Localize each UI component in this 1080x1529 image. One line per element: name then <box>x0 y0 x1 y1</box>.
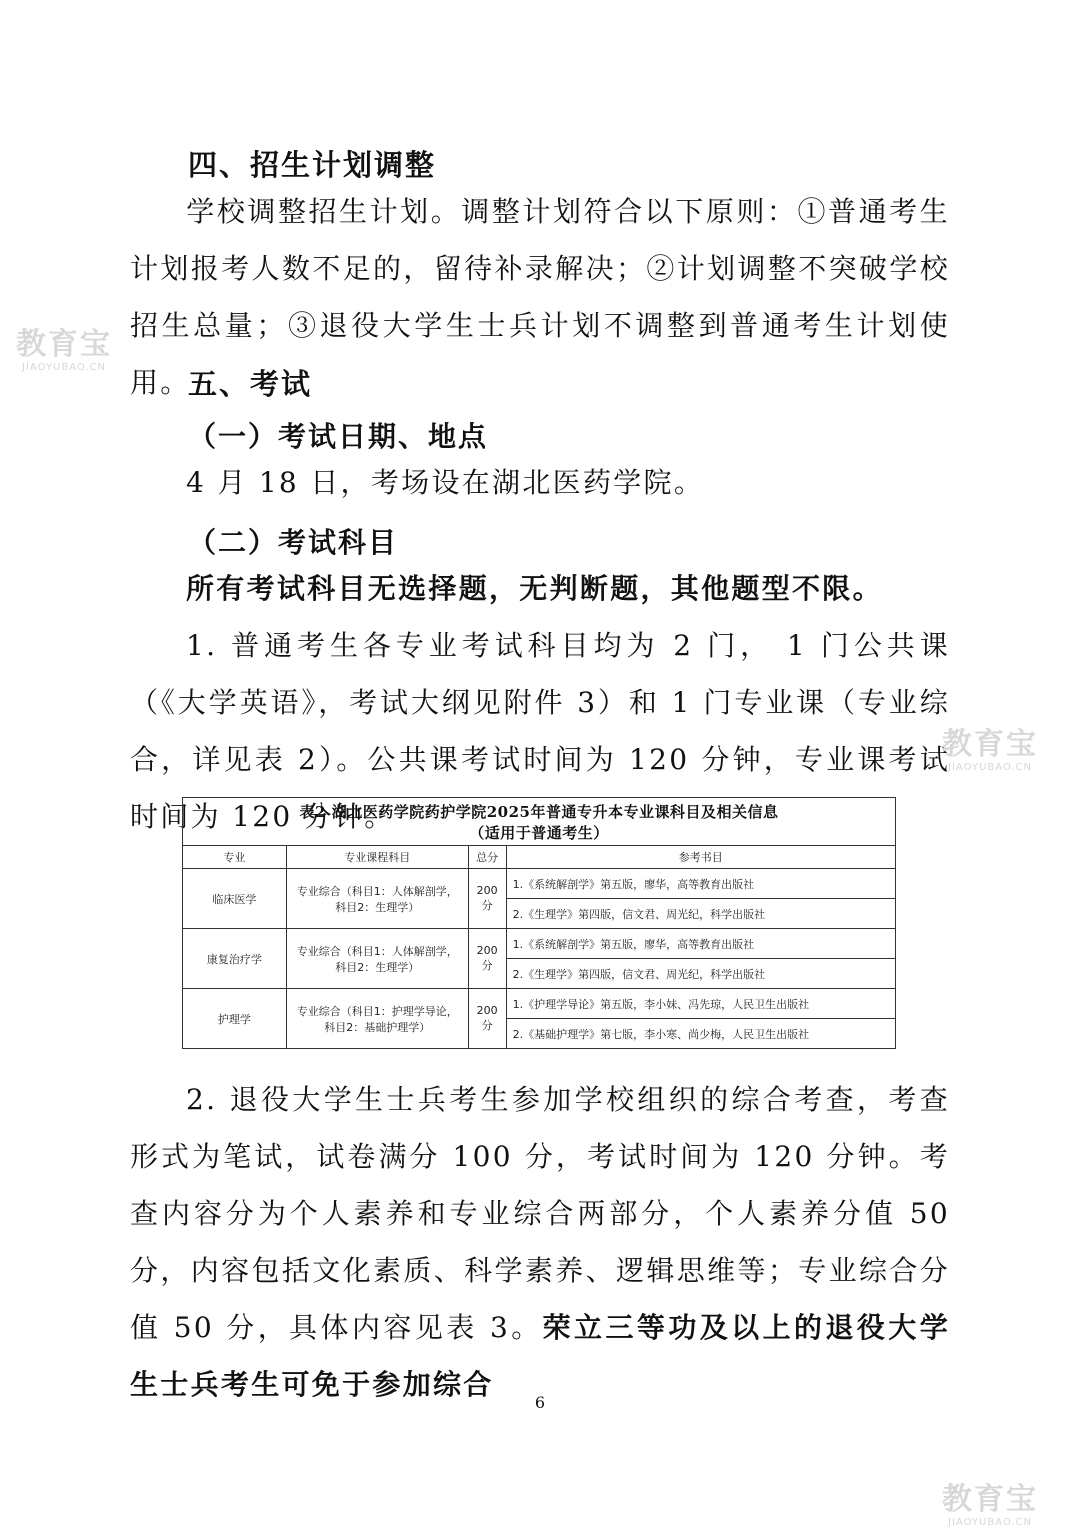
section-heading-5: 五、考试 <box>188 367 313 401</box>
table-row <box>183 869 896 899</box>
cell-score: 200分 <box>468 929 506 989</box>
cell-course-line: 科目2：生理学） <box>335 960 420 974</box>
watermark-logo <box>16 328 112 374</box>
cell-course <box>286 929 468 989</box>
paragraph-no-choice-text: 所有考试科目无选择题，无判断题，其他题型不限。 <box>186 572 883 605</box>
header-books: 参考书目 <box>506 846 895 869</box>
watermark-domain: JIAOYUBAO.CN <box>948 762 1032 773</box>
table-subtitle-line: （适用于普通考生） <box>469 824 609 842</box>
paragraph-item-2-bold-text: 荣立三等功及以上的退役大学生士兵考生可免于参加综合 <box>130 1311 950 1401</box>
paragraph-item-1-text: 1. 普通考生各专业考试科目均为 2 门， 1 门公共课（《大学英语》，考试大纲见附件 3）和 1 门专业课（专业综合，详见表 2）。公共课考试时间为 120 分钟，专业课考试时间为 120 分钟。 <box>130 629 950 833</box>
cell-book: 1.《系统解剖学》第五版，廖华，高等教育出版社 <box>506 929 895 959</box>
cell-book: 1.《系统解剖学》第五版，廖华，高等教育出版社 <box>506 869 895 899</box>
cell-major: 康复治疗学 <box>183 929 287 989</box>
paragraph-exam-date <box>130 454 950 511</box>
cell-major: 护理学 <box>183 989 287 1049</box>
cell-course <box>286 869 468 929</box>
watermark-domain: JIAOYUBAO.CN <box>22 362 106 373</box>
cell-score: 200分 <box>468 989 506 1049</box>
paragraph-date-text: 4 月 18 日，考场设在湖北医药学院。 <box>186 466 705 499</box>
paragraph-no-choice <box>130 560 950 617</box>
watermark-domain: JIAOYUBAO.CN <box>948 1517 1032 1528</box>
paragraph-item-2 <box>130 1071 950 1413</box>
cell-course-line: 专业综合（科目1：人体解剖学， <box>296 944 458 958</box>
cell-score: 200分 <box>468 869 506 929</box>
cell-course-line: 专业综合（科目1：护理学导论， <box>296 1004 458 1018</box>
watermark-logo <box>942 1483 1038 1529</box>
table-grid <box>182 845 896 1049</box>
paragraph-plan-text: 学校调整招生计划。调整计划符合以下原则：①普通考生计划报考人数不足的，留待补录解决；②计划调整不突破学校招生总量；③退役大学生士兵计划不调整到普通考生计划使用。 <box>130 195 950 399</box>
cell-book: 2.《生理学》第四版，信文君、周光纪，科学出版社 <box>506 899 895 929</box>
table-title-box <box>182 797 896 845</box>
watermark-logo <box>942 728 1038 774</box>
watermark-text: 教育宝 <box>942 727 1038 762</box>
watermark-text: 教育宝 <box>16 327 112 362</box>
cell-course-line: 专业综合（科目1：人体解剖学， <box>296 884 458 898</box>
cell-course-line: 科目2：基础护理学） <box>324 1020 431 1034</box>
cell-book: 2.《基础护理学》第七版，李小寒、尚少梅，人民卫生出版社 <box>506 1019 895 1049</box>
table-row <box>183 989 896 1019</box>
cell-book: 2.《生理学》第四版，信文君、周光纪，科学出版社 <box>506 959 895 989</box>
table-title <box>183 798 895 844</box>
subheading-exam-date: （一）考试日期、地点 <box>188 420 489 453</box>
table-title-line: 表2 湖北医药学院药护学院2025年普通专升本专业课科目及相关信息 <box>299 803 779 821</box>
header-score: 总分 <box>468 846 506 869</box>
table-row <box>183 929 896 959</box>
header-major: 专业 <box>183 846 287 869</box>
cell-major: 临床医学 <box>183 869 287 929</box>
cell-course-line: 科目2：生理学） <box>335 900 420 914</box>
table-2 <box>182 797 896 1056</box>
paragraph-item-2-text: 2. 退役大学生士兵考生参加学校组织的综合考查，考查形式为笔试，试卷满分 100 分，考试时间为 120 分钟。考查内容分为个人素养和专业综合两部分，个人素养分值 50 分，内容包括文化素质、科学素养、逻辑思维等；专业综合分值 50 分，具体内容见表 3。 <box>130 1083 950 1344</box>
section-heading-4: 四、招生计划调整 <box>188 148 437 182</box>
cell-course <box>286 989 468 1049</box>
subheading-exam-subjects: （二）考试科目 <box>188 526 399 559</box>
cell-book: 1.《护理学导论》第五版，李小妹、冯先琼，人民卫生出版社 <box>506 989 895 1019</box>
watermark-text: 教育宝 <box>942 1482 1038 1517</box>
header-course: 专业课程科目 <box>286 846 468 869</box>
table-header-row <box>183 846 896 869</box>
page-number: 6 <box>534 1393 546 1412</box>
